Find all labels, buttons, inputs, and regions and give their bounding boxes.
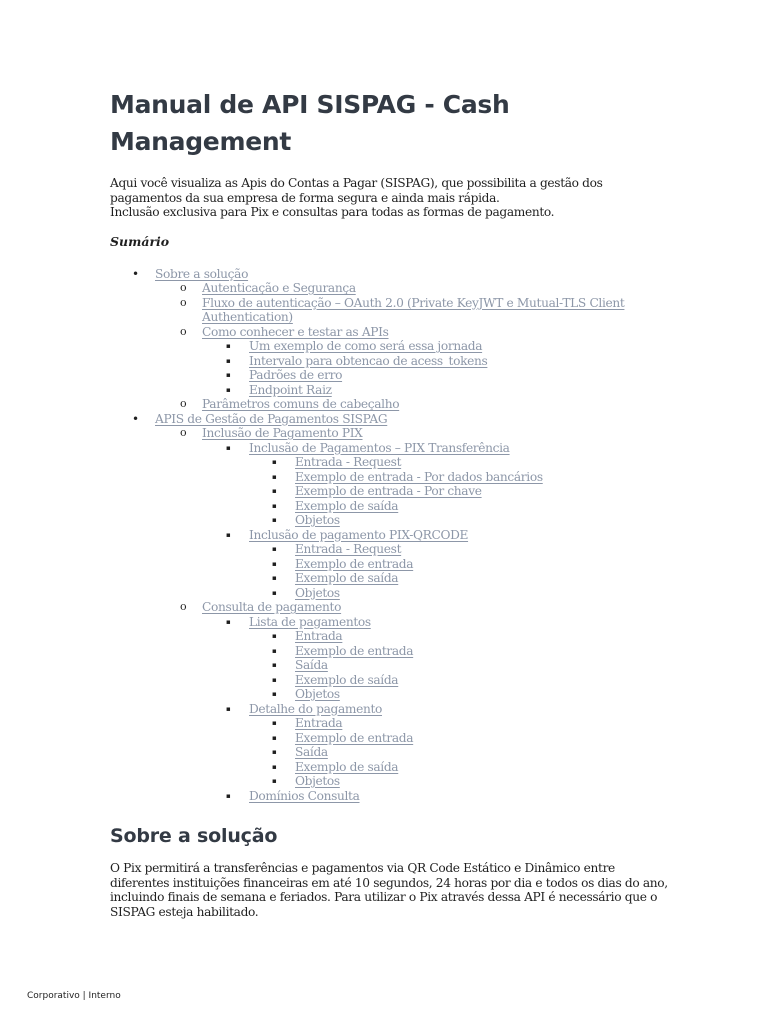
toc-link[interactable]: Saída [295,745,328,759]
toc-item [110,484,670,499]
list-bullet-icon: ▪ [272,762,277,771]
list-bullet-icon: ▪ [272,632,277,640]
list-bullet-icon: ▪ [226,530,231,539]
toc-item [110,339,670,354]
list-bullet-icon: o [180,281,187,294]
toc-item [110,658,670,673]
toc-link[interactable]: Entrada - Request [295,455,402,469]
list-bullet-icon: o [180,324,187,338]
list-bullet-icon: ▪ [226,371,231,379]
toc-link[interactable]: Inclusão de pagamento PIX-QRCODE [249,527,469,542]
list-bullet-icon: ▪ [272,458,277,466]
toc-item [110,267,670,282]
toc-link[interactable]: APIS de Gestão de Pagamentos SISPAG [155,411,388,426]
list-bullet-icon: ▪ [226,342,231,350]
toc-item [110,760,670,775]
list-bullet-icon: ▪ [272,472,277,481]
toc-item [110,455,670,470]
list-bullet-icon: ▪ [272,646,277,655]
toc-item [110,383,670,398]
toc-item [110,426,670,441]
toc-link[interactable]: Exemplo de entrada - Por chave [295,484,482,498]
toc-item [110,716,670,731]
toc-item [110,644,670,659]
list-bullet-icon: ▪ [226,791,231,800]
toc-link[interactable]: Exemplo de saída [295,498,399,513]
toc-item [110,673,670,688]
toc-link[interactable]: Objetos [295,585,340,600]
toc-item [110,354,670,369]
toc-link[interactable]: Inclusão de Pagamento PIX [202,426,363,440]
list-bullet-icon: ▪ [272,487,277,495]
table-of-contents [110,267,670,804]
list-bullet-icon: ▪ [272,559,277,568]
toc-link[interactable]: Entrada [295,716,343,730]
list-bullet-icon: o [180,600,187,613]
list-bullet-icon: ▪ [272,748,277,756]
toc-item [110,513,670,528]
document-page [110,86,670,919]
list-bullet-icon: ▪ [272,719,277,727]
toc-link[interactable]: Inclusão de Pagamentos – PIX Transferência [249,440,510,455]
list-bullet-icon: ▪ [272,588,277,597]
intro-paragraph: Aqui você visualiza as Apis do Contas a Pagar (SISPAG), que possibilita a gestão dos pagamentos da sua empresa de forma segura e ainda mais rápida. [110,176,603,205]
page-title: Manual de API SISPAG - Cash Management [110,90,510,156]
toc-item [110,629,670,644]
list-bullet-icon: • [132,411,139,426]
toc-item [110,557,670,572]
toc-link[interactable]: Detalhe do pagamento [249,701,382,716]
toc-item [110,368,670,383]
list-bullet-icon: o [180,295,187,309]
toc-item [110,528,670,543]
list-bullet-icon: ▪ [226,385,231,394]
toc-link[interactable]: Objetos [295,774,340,788]
toc-item [110,281,670,296]
toc-link[interactable]: Exemplo de saída [295,759,399,774]
toc-item [110,586,670,601]
list-bullet-icon: ▪ [272,574,277,582]
toc-link[interactable]: Objetos [295,513,340,527]
toc-link[interactable]: Intervalo para obtencao de acess_tokens [249,353,488,368]
list-bullet-icon: ▪ [226,356,231,365]
list-bullet-icon: o [180,426,187,439]
toc-item [110,441,670,456]
list-bullet-icon: ▪ [272,777,277,785]
list-bullet-icon: ▪ [272,690,277,698]
toc-item [110,296,670,325]
toc-link[interactable]: Exemplo de saída [295,571,399,585]
toc-link[interactable]: Exemplo de entrada - Por dados bancários [295,469,543,484]
intro-paragraph: Inclusão exclusiva para Pix e consultas para todas as formas de pagamento. [110,205,555,219]
intro [110,176,670,220]
list-bullet-icon: ▪ [272,501,277,510]
toc-item [110,702,670,717]
list-bullet-icon: ▪ [226,443,231,452]
toc-link[interactable]: Sobre a solução [155,266,249,281]
toc-item [110,542,670,557]
toc-link[interactable]: Autenticação e Segurança [202,281,356,295]
toc-item [110,470,670,485]
toc-item [110,571,670,586]
toc-item [110,600,670,615]
list-bullet-icon: ▪ [272,516,277,524]
section-body: O Pix permitirá a transferências e pagamentos via QR Code Estático e Dinâmico entre diferentes instituições financeiras em até 10 segundos, 24 horas por dia e todos os dias do ano, incluindo finais de semana e feriados. Para utilizar o Pix através dessa API é necessário que o SISPAG esteja habilitado. [110,861,668,919]
toc-link[interactable]: Exemplo de entrada [295,643,414,658]
toc-link[interactable]: Endpoint Raiz [249,382,332,397]
toc-item [110,325,670,340]
toc-link[interactable]: Como conhecer e testar as APIs [202,324,389,339]
list-bullet-icon: • [132,266,139,281]
toc-link[interactable]: Objetos [295,687,340,701]
list-bullet-icon: ▪ [272,733,277,742]
toc-item [110,745,670,760]
toc-item [110,687,670,702]
toc-item [110,499,670,514]
list-bullet-icon: ▪ [226,704,231,713]
toc-item [110,789,670,804]
toc-link[interactable]: Parâmetros comuns de cabeçalho [202,397,400,411]
toc-item [110,731,670,746]
toc-link[interactable]: Domínios Consulta [249,788,360,803]
list-bullet-icon: o [180,397,187,410]
toc-item [110,412,670,427]
toc-item [110,774,670,789]
footer-classification: Corporativo | Interno [27,991,121,1001]
summary-title: Sumário [110,233,170,249]
toc-link[interactable]: Consulta de pagamento [202,600,342,614]
toc-link[interactable]: Exemplo de saída [295,672,399,687]
list-bullet-icon: ▪ [272,545,277,553]
toc-link[interactable]: Lista de pagamentos [249,614,371,629]
toc-link[interactable]: Entrada [295,629,343,643]
toc-link[interactable]: Exemplo de entrada [295,556,414,571]
list-bullet-icon: ▪ [226,617,231,626]
list-bullet-icon: ▪ [272,661,277,669]
section-title: Sobre a solução [110,825,278,847]
toc-link[interactable]: Padrões de erro [249,368,343,382]
toc-item [110,615,670,630]
toc-link[interactable]: Fluxo de autenticação – OAuth 2.0 (Private KeyJWT e Mutual-TLS Client Authentication) [202,295,625,324]
list-bullet-icon: ▪ [272,675,277,684]
toc-link[interactable]: Um exemplo de como será essa jornada [249,339,483,353]
toc-item [110,397,670,412]
toc-link[interactable]: Exemplo de entrada [295,730,414,745]
toc-link[interactable]: Entrada - Request [295,542,402,556]
toc-link[interactable]: Saída [295,658,328,672]
